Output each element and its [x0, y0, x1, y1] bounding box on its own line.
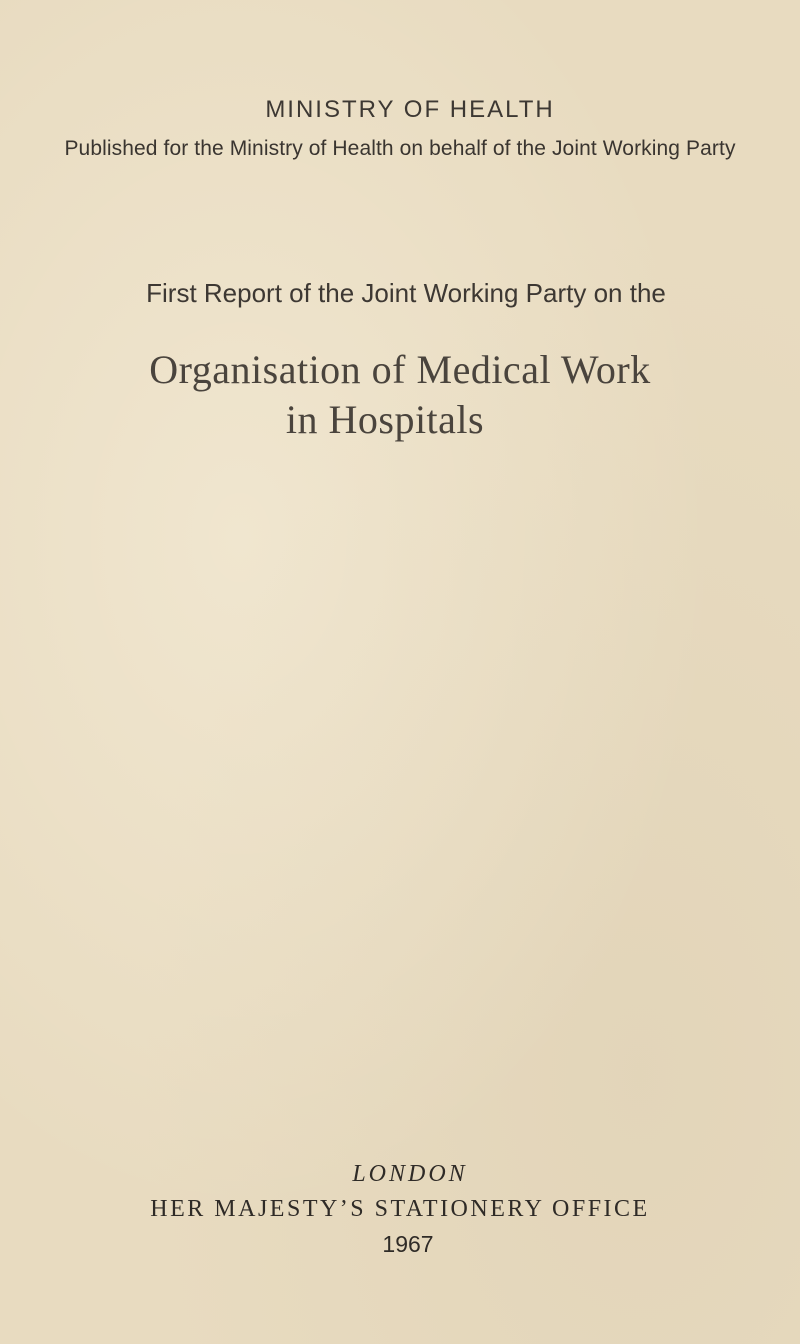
report-title-line-2: in Hospitals: [285, 397, 485, 442]
imprint-city: LONDON: [352, 1161, 468, 1187]
report-title-line-1: Organisation of Medical Work: [149, 347, 651, 392]
imprint-year: 1967: [382, 1231, 434, 1257]
imprint-publisher: HER MAJESTY’S STATIONERY OFFICE: [150, 1196, 650, 1222]
ministry-heading: MINISTRY OF HEALTH: [265, 96, 555, 123]
report-subtitle: First Report of the Joint Working Party on the: [146, 278, 666, 308]
published-line: Published for the Ministry of Health on behalf of the Joint Working Party: [64, 137, 736, 160]
